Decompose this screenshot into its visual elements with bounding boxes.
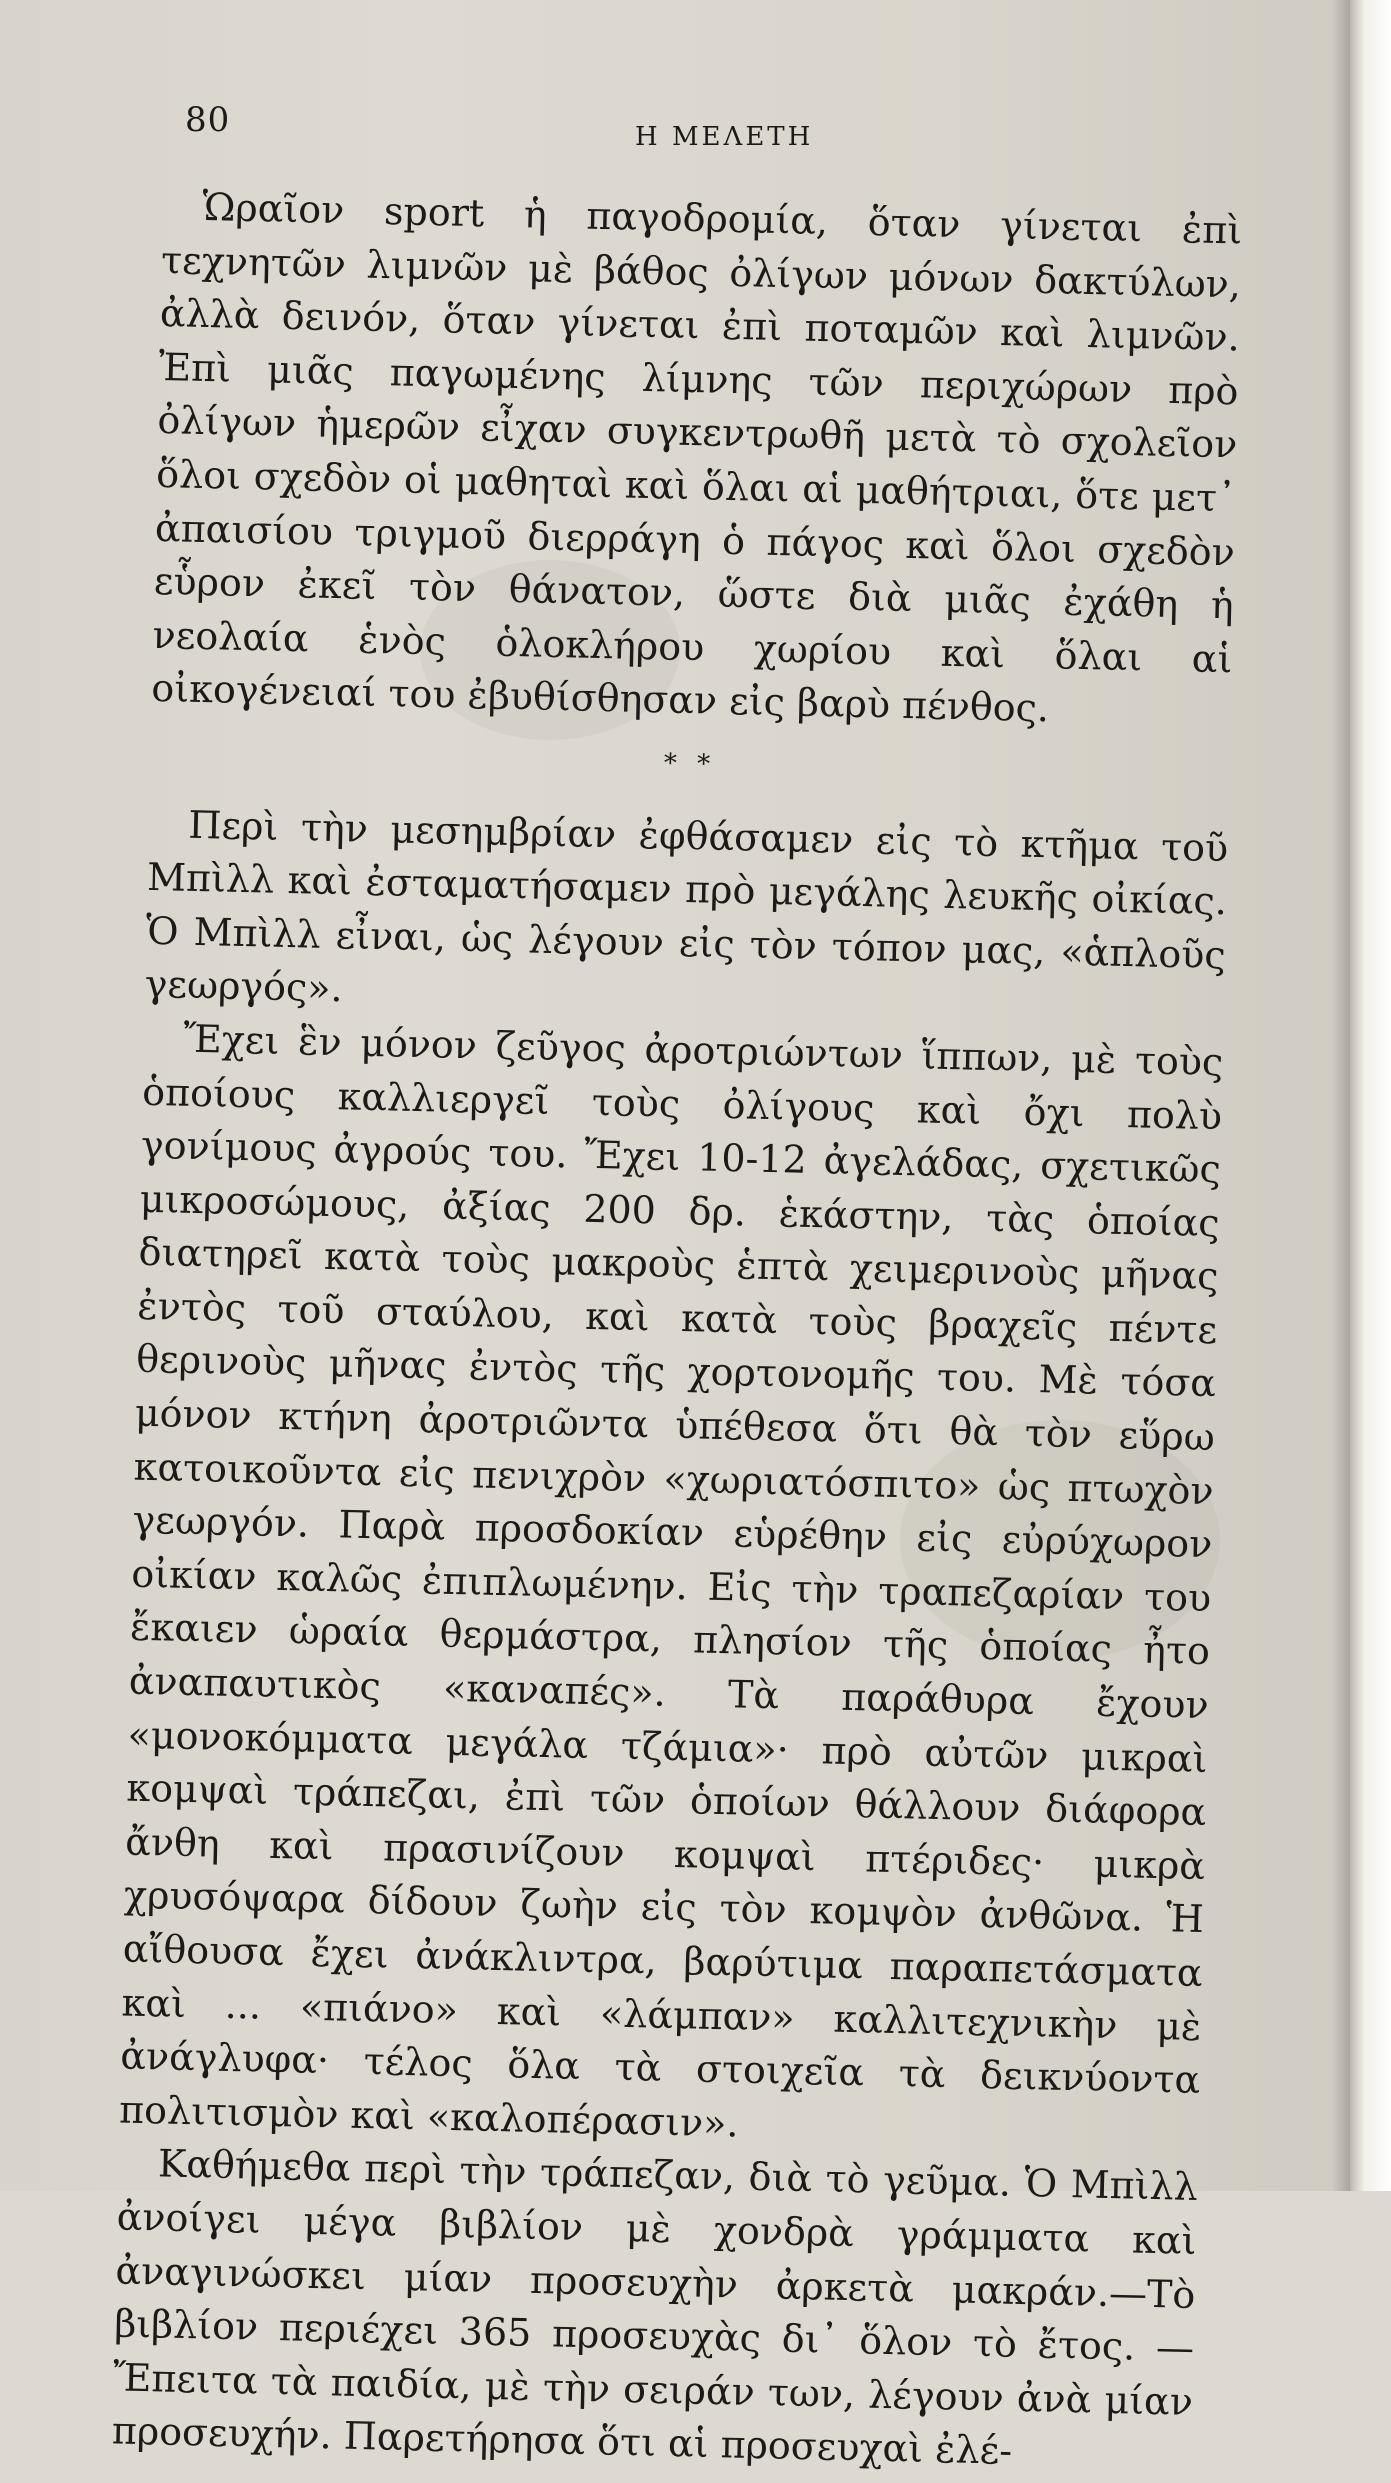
running-title: Η ΜΕΛΕΤΗ — [635, 122, 814, 152]
paragraph: Ὡραῖον sport ἡ παγοδρομία, ὅταν γίνεται ἐπὶ τεχνητῶν λιμνῶν μὲ βάθος ὀλίγων μόνων δακτύλων, ἀλλὰ δεινόν, ὅταν γίνεται ἐπὶ ποταμῶν καὶ λιμνῶν. Ἐπὶ μιᾶς παγωμένης λίμνης τῶν περιχώρων πρὸ ὀλίγων ἡμερῶν εἶχαν συγκεντρωθῆ μετὰ τὸ σχολεῖον ὅλοι σχεδὸν οἱ μαθηταὶ καὶ ὅλαι αἱ μαθήτριαι, ὅτε μετ᾽ ἀπαισίου τριγμοῦ διερράγη ὁ πάγος καὶ ὅλοι σχεδὸν εὗρον ἐκεῖ τὸν θάνατον, ὥστε διὰ μιᾶς ἐχάθη ἡ νεολαία ἑνὸς ὁλοκλήρου χωρίου καὶ ὅλαι αἱ οἰκογένειαί του ἐβυθίσθησαν εἰς βαρὺ πένθος. — [150, 184, 1243, 731]
page-number: 80 — [185, 100, 231, 140]
page-edge — [1350, 0, 1391, 2191]
page-edge-shadow — [1332, 0, 1350, 2191]
paragraph: Καθήμεθα περὶ τὴν τράπεζαν, διὰ τὸ γεῦμα. Ὁ Μπὶλλ ἀνοίγει μέγα βιβλίον μὲ χονδρὰ γράμματα καὶ ἀναγινώσκει μίαν προσευχὴν ἀρκετὰ μακράν.—Τὸ βιβλίον περιέχει 365 προσευχὰς δι᾽ ὅλον τὸ ἔτος. — Ἔπειτα τὰ παιδία, μὲ τὴν σειράν των, λέγουν ἀνὰ μίαν προσευχήν. Παρετήρησα ὅτι αἱ προσευχαὶ ἐλέ- — [111, 2141, 1199, 2474]
paragraph: Περὶ τὴν μεσημβρίαν ἐφθάσαμεν εἰς τὸ κτῆμα τοῦ Μπὶλλ καὶ ἐσταματήσαμεν πρὸ μεγάλης λευκῆς οἰκίας. Ὁ Μπὶλλ εἶναι, ὡς λέγουν εἰς τὸν τόπον μας, «ἁπλοῦς γεωργός». — [144, 802, 1229, 1011]
paragraph: Ἔχει ἓν μόνον ζεῦγος ἀροτριώντων ἵππων, μὲ τοὺς ὁποίους καλλιεργεῖ τοὺς ὀλίγους καὶ ὄχι πολὺ γονίμους ἀγρούς του. Ἔχει 10-12 ἀγελάδας, σχετικῶς μικροσώμους, ἀξίας 200 δρ. ἑκάστην, τὰς ὁποίας διατηρεῖ κατὰ τοὺς μακροὺς ἑπτὰ χειμερινοὺς μῆνας ἐντὸς τοῦ σταύλου, καὶ κατὰ τοὺς βραχεῖς πέντε θερινοὺς μῆνας ἐντὸς τῆς χορτονομῆς του. Μὲ τόσα μόνον κτήνη ἀροτριῶντα ὑπέθεσα ὅτι θὰ τὸν εὕρω κατοικοῦντα εἰς πενιχρὸν «χωριατόσπιτο» ὡς πτωχὸν γεωργόν. Παρὰ προσδοκίαν εὑρέθην εἰς εὐρύχωρον οἰκίαν καλῶς ἐπιπλωμένην. Εἰς τὴν τραπεζαρίαν του ἔκαιεν ὡραία θερμάστρα, πλησίον τῆς ὁποίας ἦτο ἀναπαυτικὸς «καναπές». Τὰ παράθυρα ἔχουν «μονοκόμματα μεγάλα τζάμια»· πρὸ αὐτῶν μικραὶ κομψαὶ τράπεζαι, ἐπὶ τῶν ὁποίων θάλλουν διάφορα ἄνθη καὶ πρασινίζουν κομψαὶ πτέριδες· μικρὰ χρυσόψαρα δίδουν ζωὴν εἰς τὸν κομψὸν ἀνθῶνα. Ἡ αἴθουσα ἔχει ἀνάκλιντρα, βαρύτιμα παραπετάσματα καὶ ... «πιάνο» καὶ «λάμπαν» καλλιτεχνικὴν μὲ ἀνάγλυφα· τέλος ὅλα τὰ στοιχεῖα τὰ δεικνύοντα πολιτισμὸν καὶ «καλοπέρασιν». — [118, 1016, 1224, 2146]
page-body — [111, 180, 1242, 2483]
section-separator: * * — [663, 748, 717, 780]
page-header — [185, 100, 1225, 160]
